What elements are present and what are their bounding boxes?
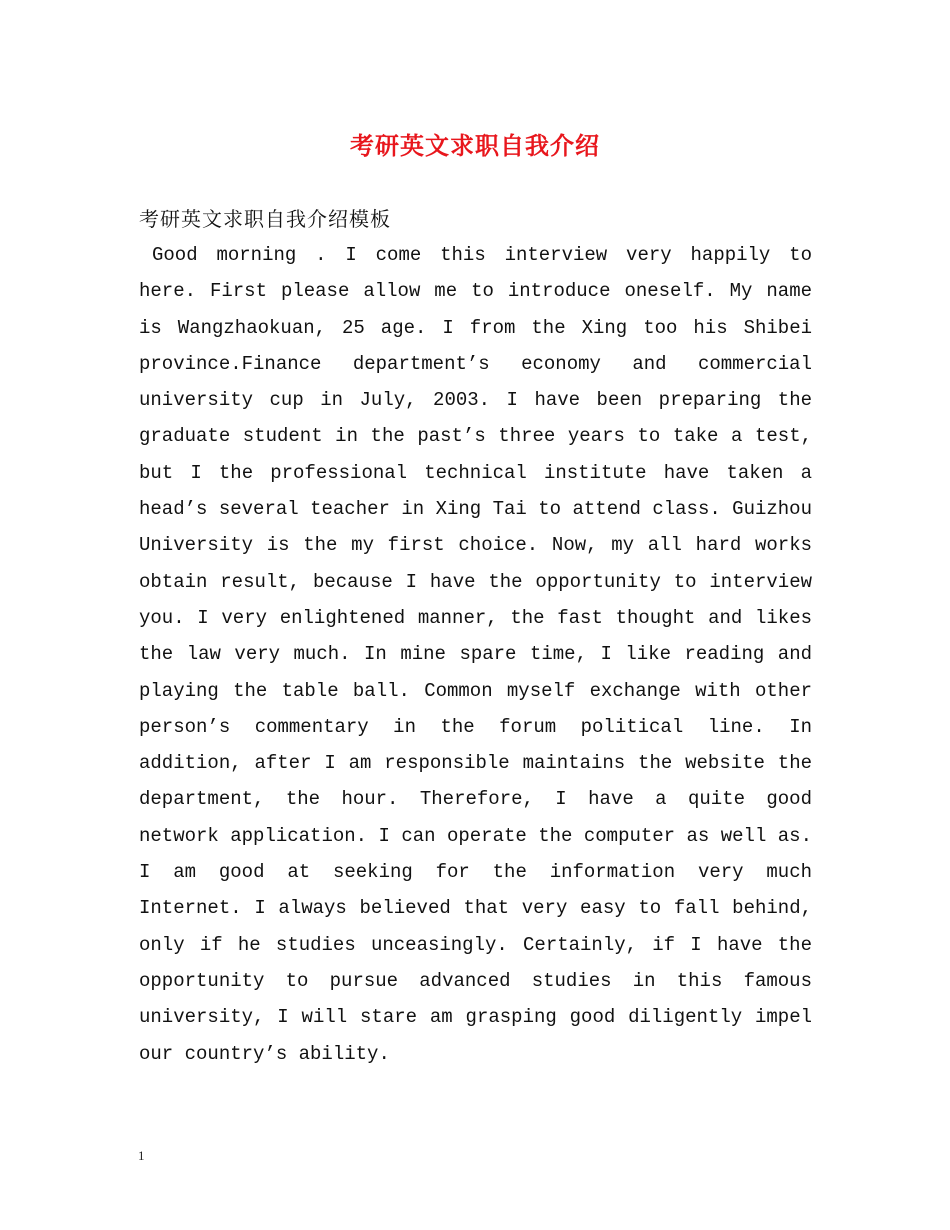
page-number: 1 xyxy=(138,1148,145,1163)
document-subtitle: 考研英文求职自我介绍模板 xyxy=(139,207,391,231)
body-paragraph: Good morning . I come this interview very happily to here. First please allow me to introduce oneself. My name is Wangzhaokuan, 25 age. I from the Xing too his Shibei province.Finance department’s economy and commercial university cup in July, 2003. I have been preparing the graduate student in the past’s three years to take a test, but I the professional technical institute have taken a head’s several teacher in Xing Tai to attend class. Guizhou University is the my first choice. Now, my all hard works obtain result, because I have the opportunity to interview you. I very enlightened manner, the fast thought and likes the law very much. In mine spare time, I like reading and playing the table ball. Common myself exchange with other person’s commentary in the forum political line. In addition, after I am responsible maintains the website the department, the hour. Therefore, I have a quite good network application. I can operate the computer as well as. I am good at seeking for the information very much Internet. I always believed that very easy to fall behind, only if he studies unceasingly. Certainly, if I have the opportunity to pursue advanced studies in this famous university, I will stare am grasping good diligently impel our country’s ability. xyxy=(139,244,812,1065)
document-title: 考研英文求职自我介绍 xyxy=(350,131,600,160)
